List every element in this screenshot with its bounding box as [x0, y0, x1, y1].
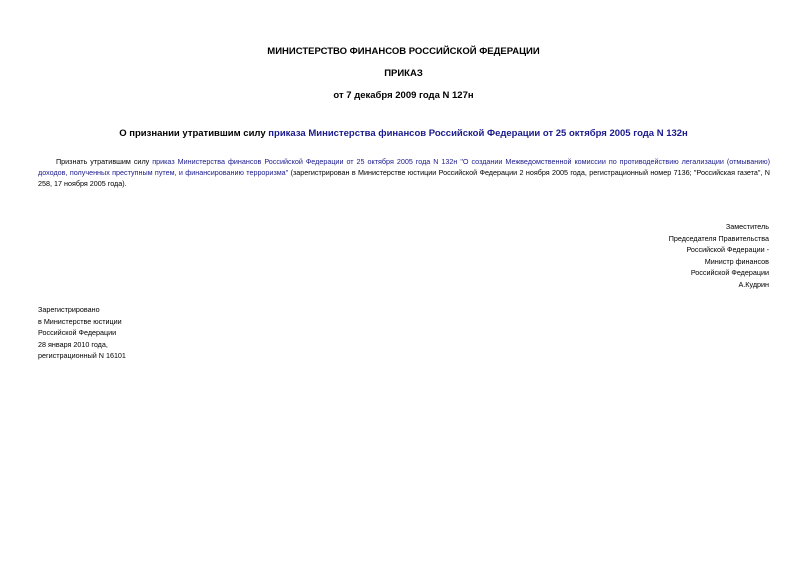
title-order-link[interactable]: приказа Министерства финансов Российской Федерации от 25 октября 2005 года N 132н: [268, 128, 688, 139]
registration-number: регистрационный N 16101: [38, 351, 126, 361]
signature-block: [669, 221, 769, 291]
registration-line: Зарегистрировано: [38, 305, 100, 314]
signature-line: Заместитель: [725, 222, 769, 231]
signature-line: Российской Федерации: [690, 268, 769, 278]
signer-name: А.Кудрин: [738, 279, 769, 289]
registration-line: Российской Федерации: [38, 328, 117, 338]
registration-line: в Министерстве юстиции: [38, 316, 122, 326]
signature-line: Председателя Правительства: [668, 233, 769, 243]
ministry-heading: МИНИСТЕРСТВО ФИНАНСОВ РОССИЙСКОЙ ФЕДЕРАЦИИ: [267, 46, 540, 57]
order-body-paragraph: [38, 156, 770, 190]
body-prefix: Признать утратившим силу: [56, 157, 153, 166]
body-suffix: (зарегистрирован в Министерстве юстиции Российской Федерации 2 ноября 2005 года, регистрационный номер 7136; "Российская газета", N 258, 17 ноября 2005 года).: [38, 168, 770, 189]
signature-line: Министр финансов: [704, 256, 769, 266]
title-prefix: О признании утратившим силу: [119, 128, 269, 139]
signature-line: Российской Федерации -: [686, 245, 769, 255]
document-date-number: от 7 декабря 2009 года N 127н: [333, 90, 474, 101]
document-title: [0, 128, 807, 140]
body-order-link[interactable]: приказ Министерства финансов Российской Федерации от 25 октября 2005 года N 132н "О создании Межведомственной комиссии по противодействию легализации (отмыванию) доходов, полученных преступным путем, и финансированию терроризма": [38, 157, 770, 178]
registration-date: 28 января 2010 года,: [38, 339, 108, 349]
registration-block: [38, 304, 126, 362]
document-type: ПРИКАЗ: [384, 68, 423, 79]
